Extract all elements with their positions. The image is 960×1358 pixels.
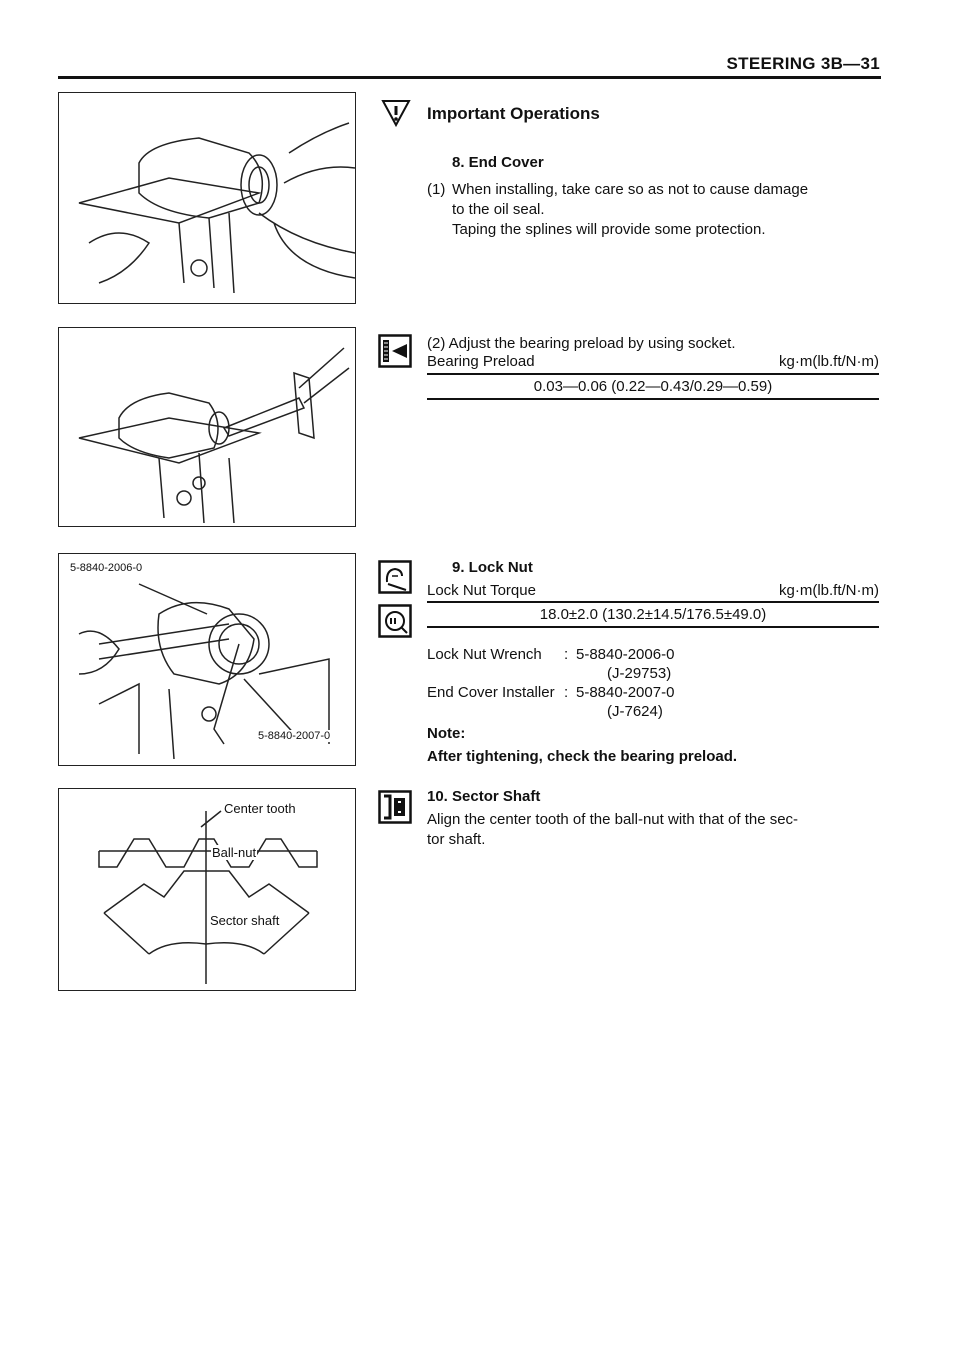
figure-label-center-tooth: Center tooth [224, 801, 296, 816]
figure-label-ball-nut: Ball-nut [212, 845, 257, 860]
bearing-preload-rule-top [427, 373, 879, 375]
tool-alt-number-end-cover-installer: (J-7624) [607, 703, 663, 720]
tool-colon: : [564, 684, 569, 701]
lock-nut-torque-value: 18.0±2.0 (130.2±14.5/176.5±49.0) [539, 606, 767, 623]
tool-number-lock-nut-wrench: 5-8840-2006-0 [576, 646, 675, 663]
figure-bearing-preload [58, 327, 356, 527]
lock-nut-rule-bottom [427, 626, 879, 628]
page-header-title: STEERING 3B—31 [726, 54, 880, 73]
inverted-triangle-icon [381, 98, 411, 128]
bearing-preload-row [427, 353, 879, 370]
lock-nut-torque-unit: kg·m(lb.ft/N·m) [779, 582, 879, 599]
figure-center-tooth-alignment [58, 788, 356, 991]
important-operations-heading: Important Operations [427, 104, 600, 123]
figure-label-wrench-number: 5-8840-2006-0 [70, 562, 143, 574]
tool-name-end-cover-installer: End Cover Installer [427, 684, 555, 701]
tool-number-end-cover-installer: 5-8840-2007-0 [576, 684, 675, 701]
end-cover-step1-line1: When installing, take care so as not to cause damage [452, 181, 809, 198]
end-cover-title: 8. End Cover [452, 154, 544, 171]
note-label: Note: [427, 725, 466, 742]
bearing-preload-label: Bearing Preload [427, 353, 535, 370]
sector-shaft-title: 10. Sector Shaft [427, 788, 541, 805]
note-text: After tightening, check the bearing preload. [427, 748, 738, 765]
end-cover-step1-number: (1) [427, 181, 446, 198]
tool-colon: : [564, 646, 569, 663]
sector-shaft-line1: Align the center tooth of the ball-nut with that of the sec- [427, 811, 799, 828]
figure-label-installer-number: 5-8840-2007-0 [258, 730, 331, 742]
bearing-preload-illustration [59, 328, 355, 526]
align-marks-icon [378, 790, 412, 824]
end-cover-step1-line3: Taping the splines will provide some protection. [452, 221, 766, 238]
torque-icon [378, 560, 412, 594]
lock-nut-torque-label: Lock Nut Torque [427, 582, 536, 599]
header-rule [58, 76, 881, 79]
center-tooth-illustration [59, 789, 355, 990]
figure-label-sector-shaft: Sector shaft [210, 913, 280, 928]
special-tool-icon [378, 604, 412, 638]
tool-alt-number-lock-nut-wrench: (J-29753) [607, 665, 672, 682]
figure-end-cover-install [58, 92, 356, 304]
sector-shaft-line2: tor shaft. [427, 831, 486, 848]
lock-nut-rule-top [427, 601, 879, 603]
end-cover-step2: (2) Adjust the bearing preload by using socket. [427, 335, 736, 352]
bearing-preload-unit: kg·m(lb.ft/N·m) [779, 353, 879, 370]
tool-name-lock-nut-wrench: Lock Nut Wrench [427, 646, 542, 663]
lock-nut-title: 9. Lock Nut [452, 559, 533, 576]
end-cover-install-illustration [59, 93, 355, 303]
adjust-gauge-icon [378, 334, 412, 368]
end-cover-step1-line2: to the oil seal. [452, 201, 545, 218]
bearing-preload-rule-bottom [427, 398, 879, 400]
lock-nut-torque-row [427, 582, 879, 599]
figure-lock-nut-wrench [58, 553, 356, 766]
bearing-preload-value: 0.03—0.06 (0.22—0.43/0.29—0.59) [533, 378, 773, 395]
